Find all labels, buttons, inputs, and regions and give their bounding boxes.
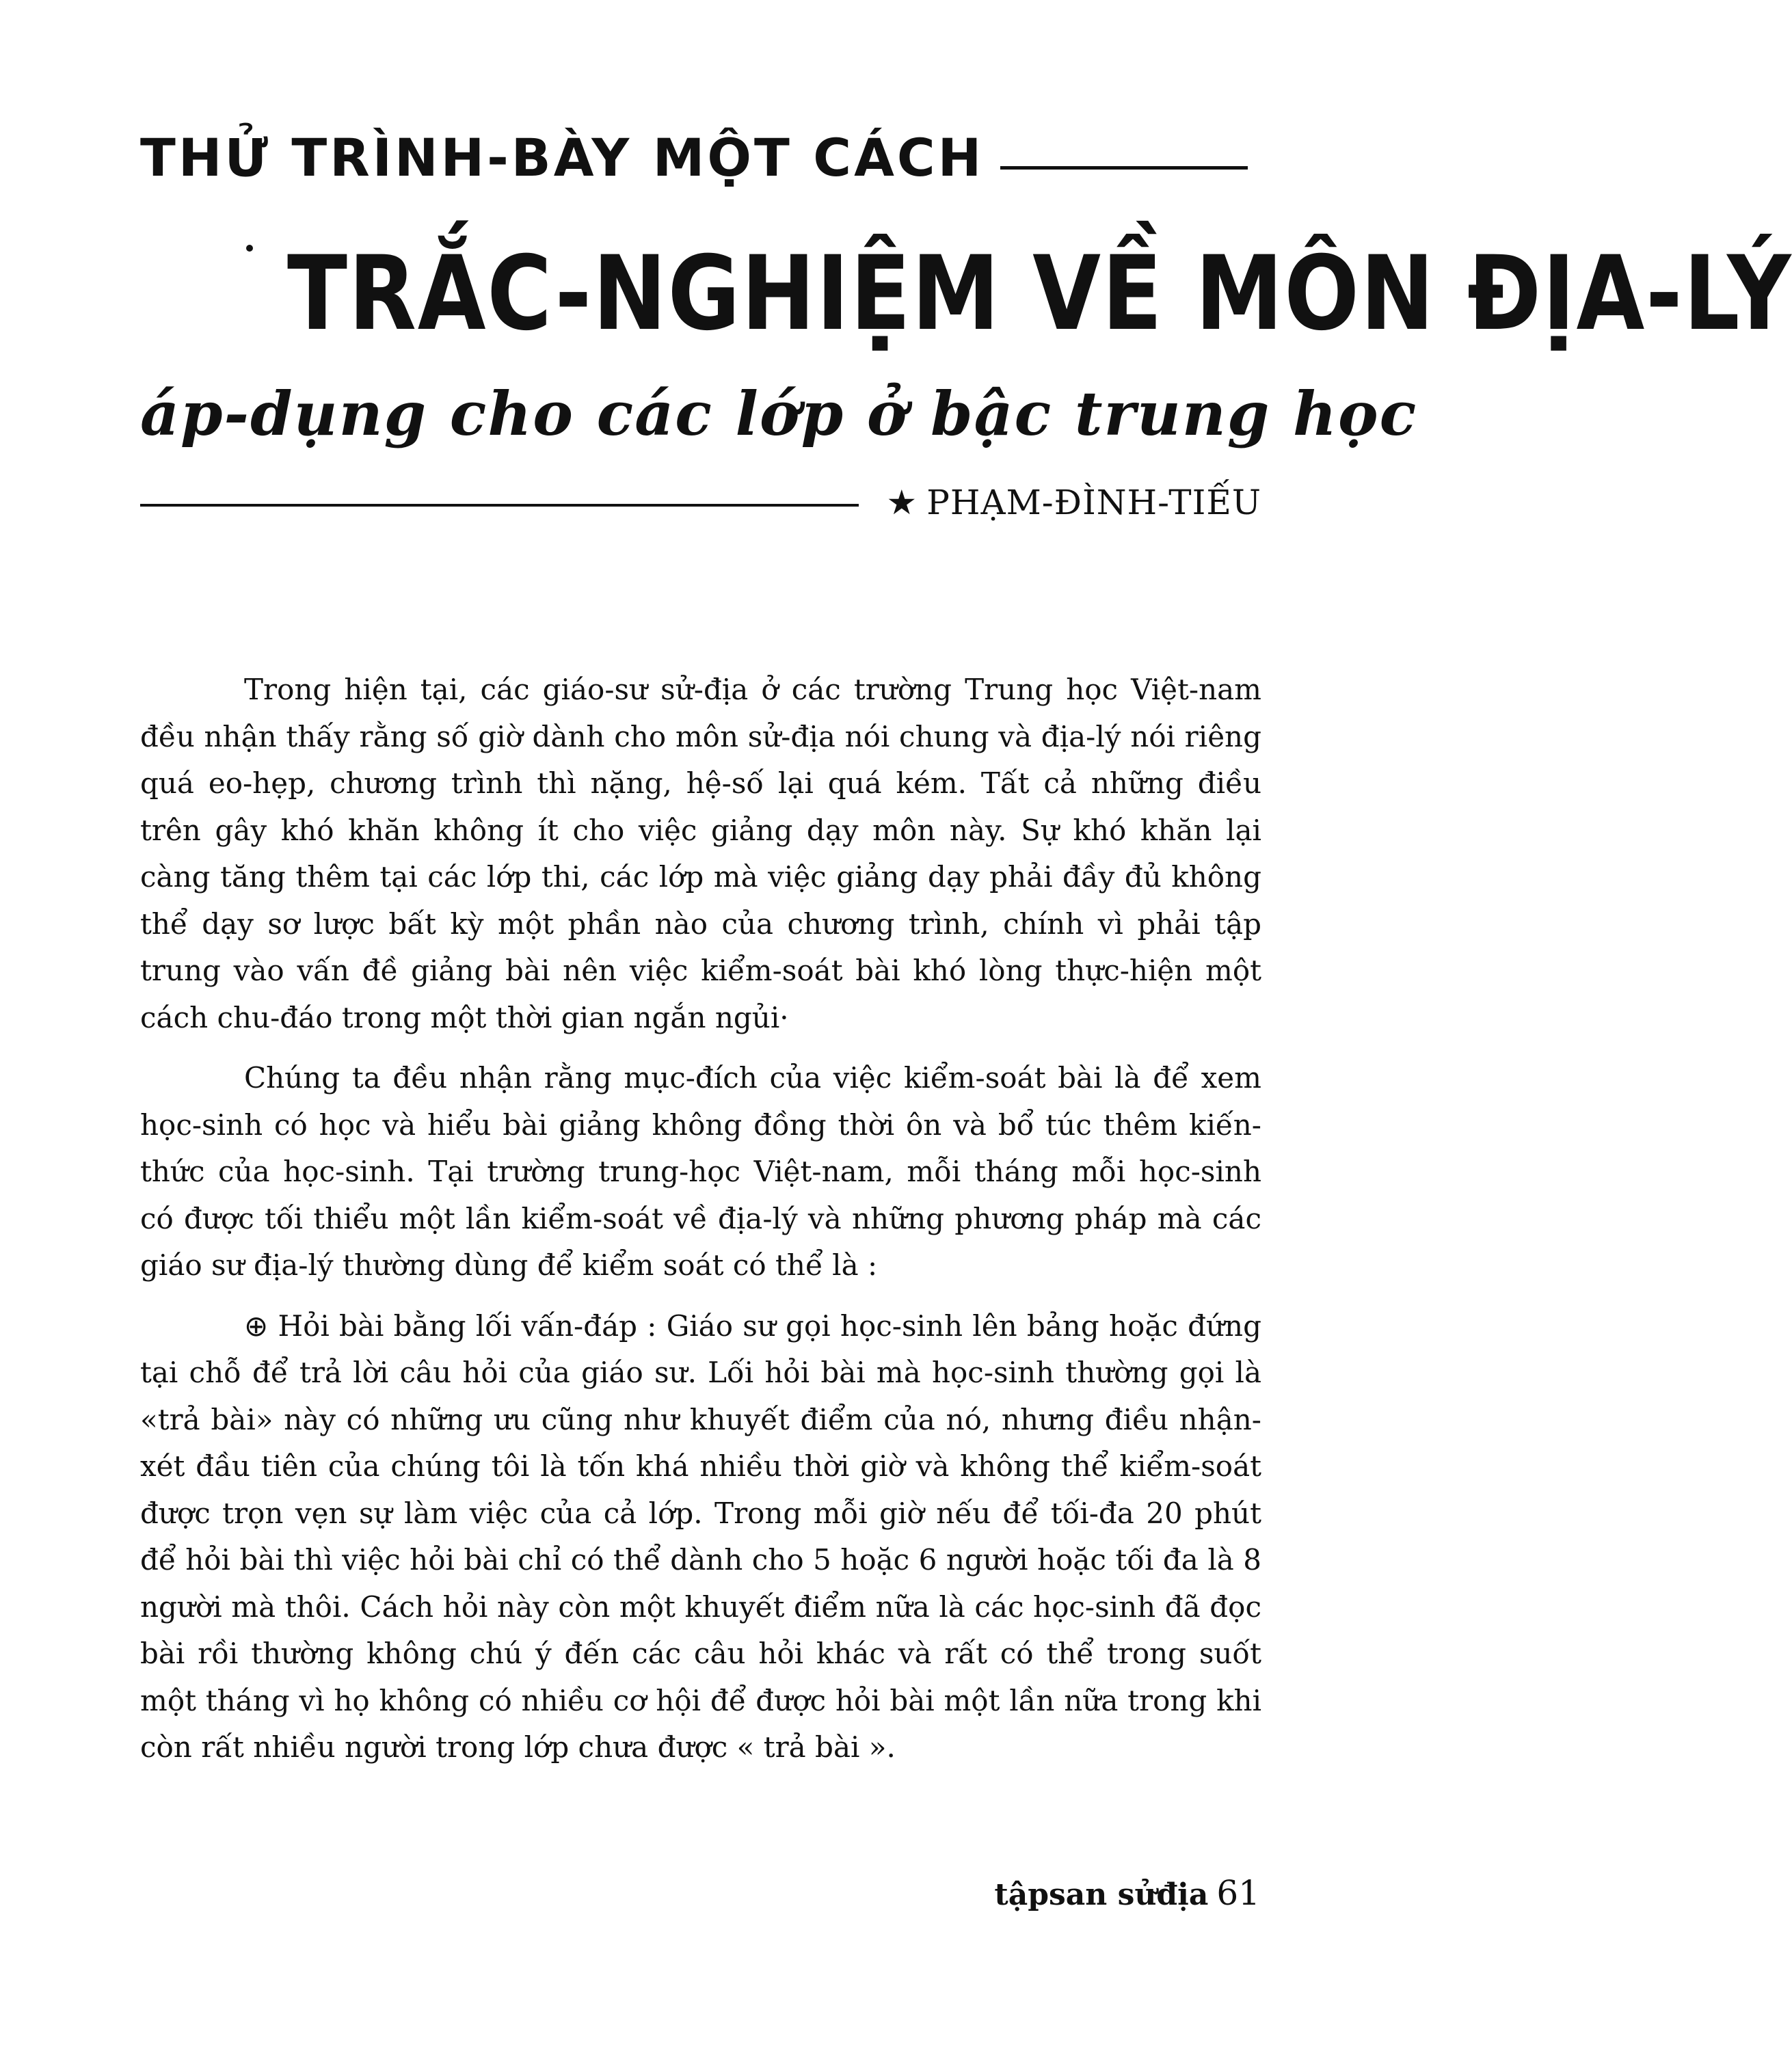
circled-plus-icon: ⊕ (244, 1309, 269, 1343)
author-rule (140, 504, 859, 507)
paragraph-3 (140, 1303, 1261, 1771)
journal-name: tậpsan sửđịa (994, 1877, 1209, 1912)
author-name: PHẠM-ĐÌNH-TIẾU (926, 483, 1261, 522)
kicker-row (140, 120, 1248, 195)
article-body (140, 667, 1261, 1785)
star-icon: ★ (886, 483, 918, 522)
page-number: 61 (1216, 1873, 1260, 1913)
paragraph-3-text: Hỏi bài bằng lối vấn-đáp : Giáo sư gọi học-sinh lên bảng hoặc đứng tại chỗ để trả lời câu hỏi của giáo sư. Lối hỏi bài mà học-sinh thường gọi là «trả bài» này có những ưu cũng như khuyết điểm của nó, nhưng điều nhận-xét đầu tiên của chúng tôi là tốn khá nhiều thời giờ và không thể kiểm-soát được trọn vẹn sự làm việc của cả lớp. Trong mỗi giờ nếu để tối-đa 20 phút để hỏi bài thì việc hỏi bài chỉ có thể dành cho 5 hoặc 6 người hoặc tối đa là 8 người mà thôi. Cách hỏi này còn một khuyết điểm nữa là các học-sinh đã đọc bài rồi thường không chú ý đến các câu hỏi khác và rất có thể trong suốt một tháng vì họ không có nhiều cơ hội để được hỏi bài một lần nữa trong khi còn rất nhiều người trong lớp chưa được « trả bài ». (140, 1309, 1261, 1764)
paragraph-2: Chúng ta đều nhận rằng mục-đích của việc kiểm-soát bài là để xem học-sinh có học và hiểu bài giảng không đồng thời ôn và bổ túc thêm kiến-thức của học-sinh. Tại trường trung-học Việt-nam, mỗi tháng mỗi học-sinh có được tối thiểu một lần kiểm-soát về địa-lý và những phương pháp mà các giáo sư địa-lý thường dùng để kiểm soát có thể là : (140, 1061, 1261, 1282)
paragraph-1: Trong hiện tại, các giáo-sư sử-địa ở các trường Trung học Việt-nam đều nhận thấy rằng số giờ dành cho môn sử-địa nói chung và địa-lý nói riêng quá eo-hẹp, chương trình thì nặng, hệ-số lại quá kém. Tất cả những điều trên gây khó khăn không ít cho việc giảng dạy môn này. Sự khó khăn lại càng tăng thêm tại các lớp thi, các lớp mà việc giảng dạy phải đầy đủ không thể dạy sơ lược bất kỳ một phần nào của chương trình, chính vì phải tập trung vào vấn đề giảng bài nên việc kiểm-soát bài khó lòng thực-hiện một cách chu-đáo trong một thời gian ngắn ngủi· (140, 673, 1261, 1034)
decorative-dot (246, 245, 253, 252)
author-row (140, 472, 1261, 533)
page-footer (994, 1873, 1260, 1913)
article-subtitle: áp-dụng cho các lớp ở bậc trung học (140, 378, 1418, 449)
article-title: TRẮC-NGHIỆM VỀ MÔN ĐỊA-LÝ (287, 234, 1792, 353)
kicker-rule (1000, 166, 1248, 170)
article-kicker: THỬ TRÌNH-BÀY MỘT CÁCH (140, 126, 985, 188)
